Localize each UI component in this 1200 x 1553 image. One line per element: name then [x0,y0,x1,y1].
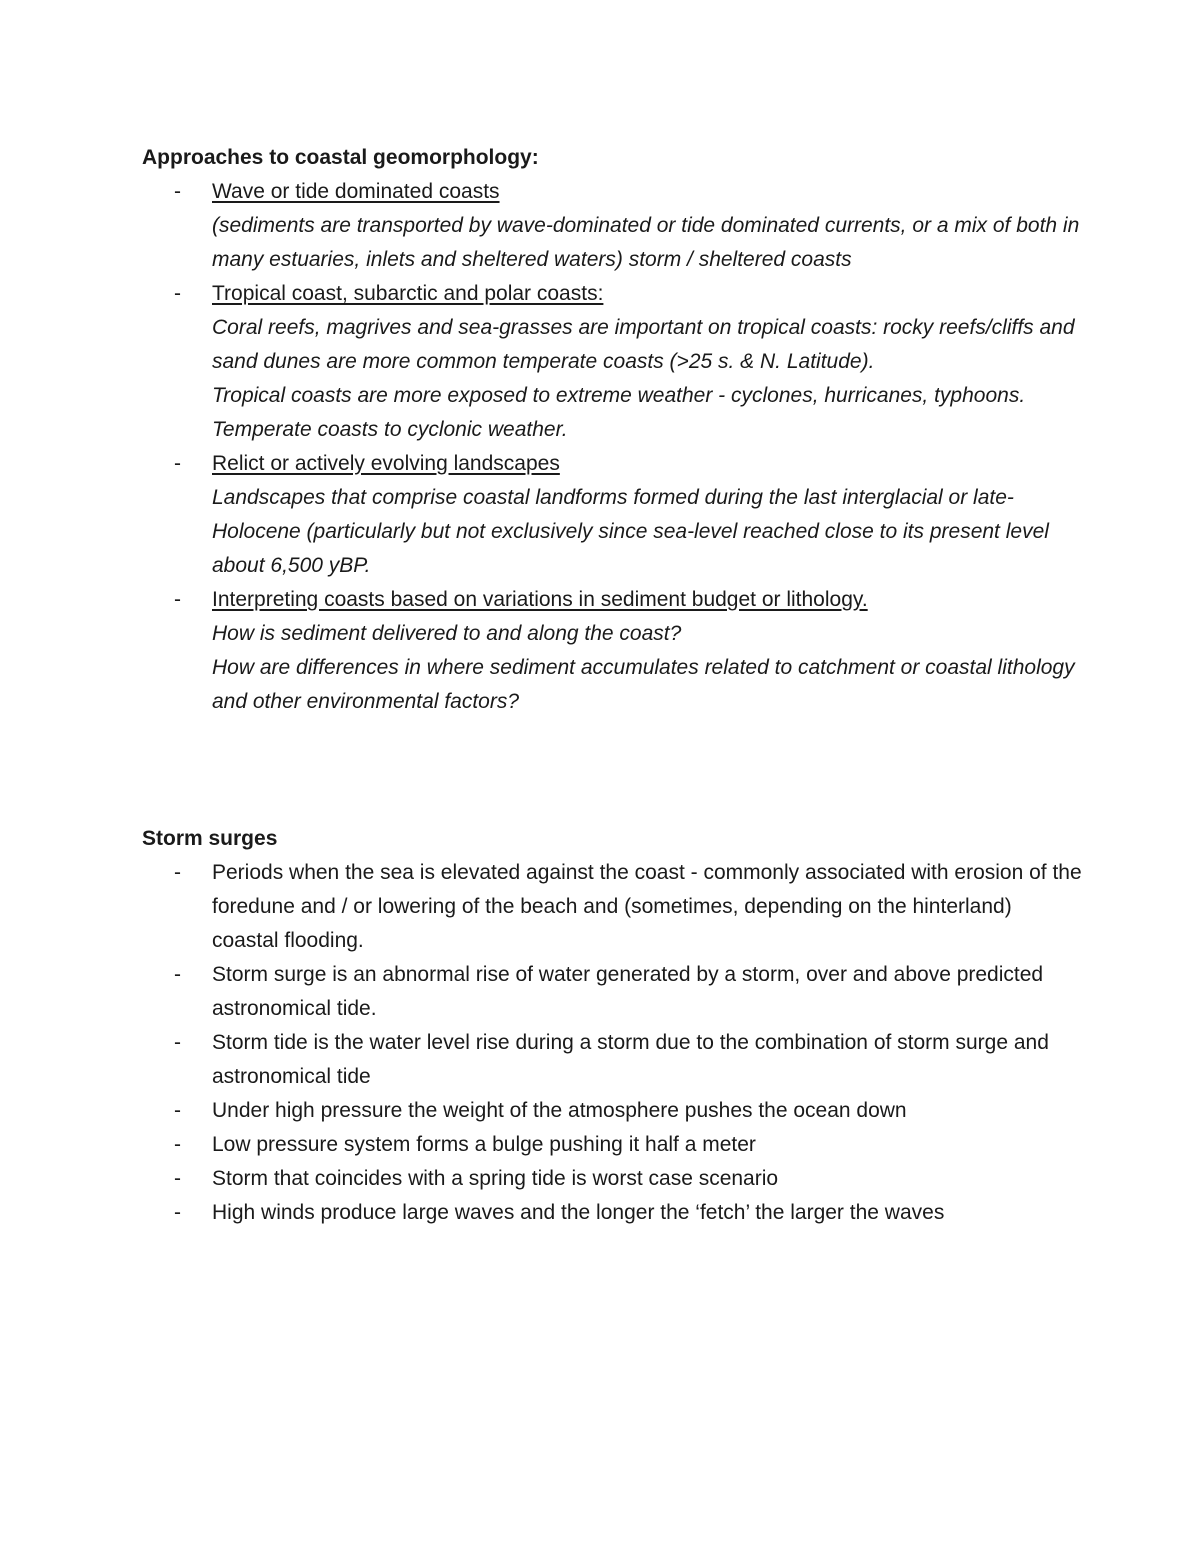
item-description: How is sediment delivered to and along the coast? [212,622,682,645]
item-description: Landscapes that comprise coastal landforms formed during the last interglacial or late-Holocene (particularly but not exclusively since sea-level reached close to its present level about 6,500 yBP. [212,486,1049,577]
bullet-dash: - [174,1201,181,1224]
bullet-dash: - [174,282,181,305]
item-description: (sediments are transported by wave-dominated or tide dominated currents, or a mix of both in many estuaries, inlets and sheltered waters) storm / sheltered coasts [212,214,1080,271]
bullet-dash: - [174,1031,181,1054]
list-item [142,1128,1082,1162]
bullet-dash: - [174,861,181,884]
item-title: Tropical coast, subarctic and polar coasts: [212,282,604,305]
list-item [142,1094,1082,1128]
list-item [142,175,1082,277]
list-item [142,583,1082,719]
list-item [142,856,1082,958]
list-item [142,1026,1082,1094]
list-item [142,958,1082,1026]
item-description: Coral reefs, magrives and sea-grasses are important on tropical coasts: rocky reefs/cliffs and sand dunes are more common temperate coasts (>25 s. & N. Latitude). [212,316,1075,373]
list-item [142,1162,1082,1196]
bullet-dash: - [174,1167,181,1190]
bullet-list [142,856,1082,1230]
section-coastal-approaches [142,141,1082,719]
bullet-dash: - [174,1099,181,1122]
section-heading: Approaches to coastal geomorphology: [142,146,539,169]
bullet-dash: - [174,588,181,611]
list-item [142,447,1082,583]
section-storm-surges [142,822,1082,1230]
bullet-dash: - [174,1133,181,1156]
section-heading: Storm surges [142,827,278,850]
list-item [142,1196,1082,1230]
bullet-dash: - [174,180,181,203]
item-description: Tropical coasts are more exposed to extreme weather - cyclones, hurricanes, typhoons. Temperate coasts to cyclonic weather. [212,384,1026,441]
bullet-dash: - [174,452,181,475]
item-text: Storm surge is an abnormal rise of water generated by a storm, over and above predicted astronomical tide. [212,963,1044,1020]
item-text: High winds produce large waves and the longer the ‘fetch’ the larger the waves [212,1201,945,1224]
item-text: Under high pressure the weight of the atmosphere pushes the ocean down [212,1099,907,1122]
item-title: Interpreting coasts based on variations in sediment budget or lithology. [212,588,868,611]
item-text: Periods when the sea is elevated against the coast - commonly associated with erosion of the foredune and / or lowering of the beach and (sometimes, depending on the hinterland) coastal flooding. [212,861,1082,952]
item-title: Wave or tide dominated coasts [212,180,500,203]
bullet-list [142,175,1082,719]
item-title: Relict or actively evolving landscapes [212,452,560,475]
item-description: How are differences in where sediment accumulates related to catchment or coastal lithology and other environmental factors? [212,656,1075,713]
item-text: Storm that coincides with a spring tide is worst case scenario [212,1167,779,1190]
item-text: Low pressure system forms a bulge pushing it half a meter [212,1133,756,1156]
item-text: Storm tide is the water level rise during a storm due to the combination of storm surge and astronomical tide [212,1031,1049,1088]
bullet-dash: - [174,963,181,986]
list-item [142,277,1082,447]
